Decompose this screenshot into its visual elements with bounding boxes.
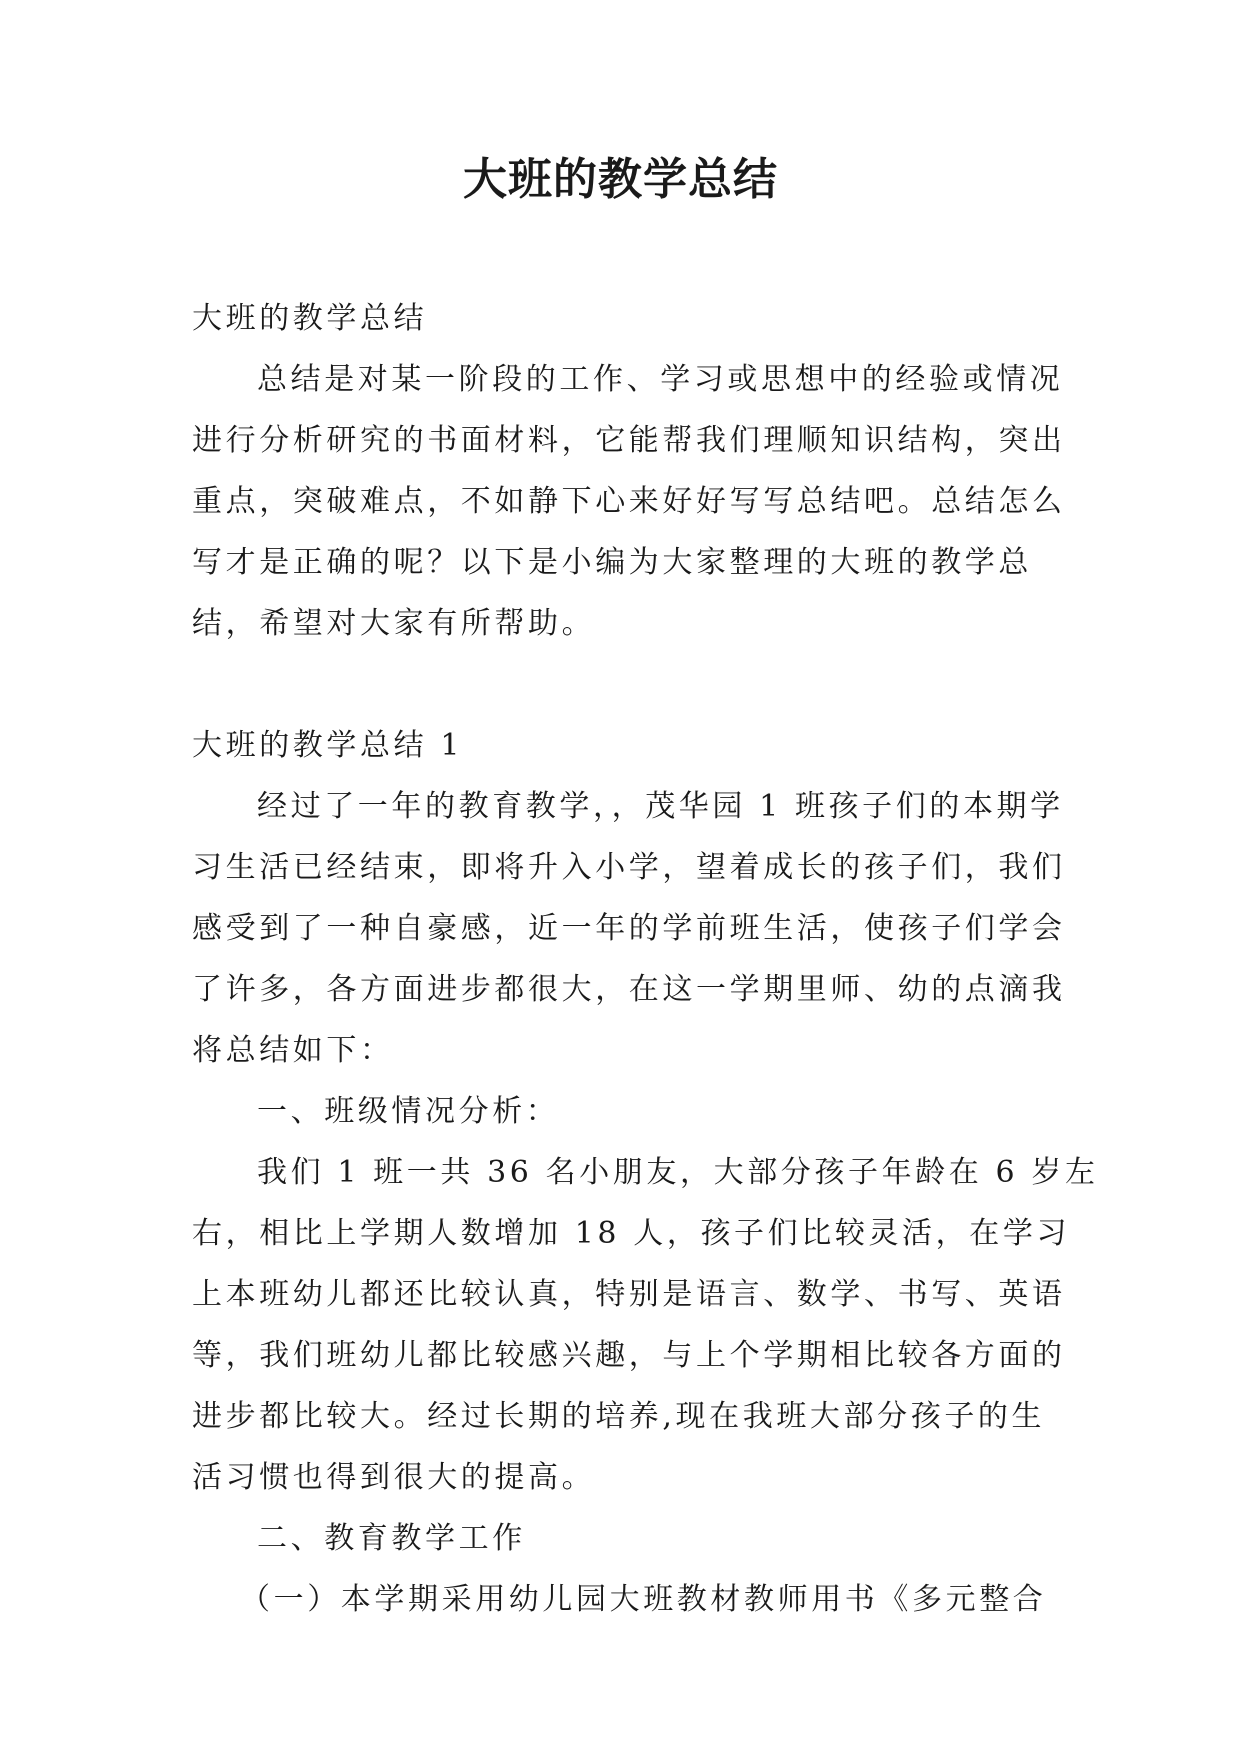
- text-line: 二、教育教学工作: [257, 1521, 526, 1556]
- text-line: 右，相比上学期人数增加 18 人，孩子们比较灵活，在学习: [192, 1216, 1071, 1251]
- text-line: 经过了一年的教育教学，，茂华园 1 班孩子们的本期学: [257, 789, 1064, 824]
- text-line: 大班的教学总结 1: [192, 728, 464, 763]
- document-body: [192, 288, 1099, 1630]
- blank-line: [192, 654, 1054, 715]
- text-line: 一、班级情况分析：: [257, 1094, 560, 1129]
- text-line: 写才是正确的呢？以下是小编为大家整理的大班的教学总: [192, 545, 1032, 580]
- text-line: 活习惯也得到很大的提高。: [192, 1460, 596, 1495]
- document-title: 大班的教学总结: [463, 154, 778, 205]
- text-line: 上本班幼儿都还比较认真，特别是语言、数学、书写、英语: [192, 1277, 1066, 1312]
- text-line: 结，希望对大家有所帮助。: [192, 606, 596, 641]
- text-line: （一）本学期采用幼儿园大班教材教师用书《多元整合: [240, 1582, 1047, 1617]
- text-line: 进步都比较大。经过长期的培养,现在我班大部分孩子的生: [192, 1399, 1046, 1434]
- text-line: 大班的教学总结: [192, 301, 428, 336]
- text-line: 了许多，各方面进步都很大，在这一学期里师、幼的点滴我: [192, 972, 1066, 1007]
- text-line: 将总结如下：: [192, 1033, 394, 1068]
- text-line: 感受到了一种自豪感，近一年的学前班生活，使孩子们学会: [192, 911, 1066, 946]
- text-line: 等，我们班幼儿都比较感兴趣，与上个学期相比较各方面的: [192, 1338, 1066, 1373]
- text-line: 习生活已经结束，即将升入小学，望着成长的孩子们，我们: [192, 850, 1066, 885]
- text-line: 总结是对某一阶段的工作、学习或思想中的经验或情况: [257, 362, 1064, 397]
- text-line: 我们 1 班一共 36 名小朋友，大部分孩子年龄在 6 岁左: [257, 1155, 1099, 1190]
- text-line: 重点，突破难点，不如静下心来好好写写总结吧。总结怎么: [192, 484, 1066, 519]
- text-line: 进行分析研究的书面材料，它能帮我们理顺知识结构，突出: [192, 423, 1066, 458]
